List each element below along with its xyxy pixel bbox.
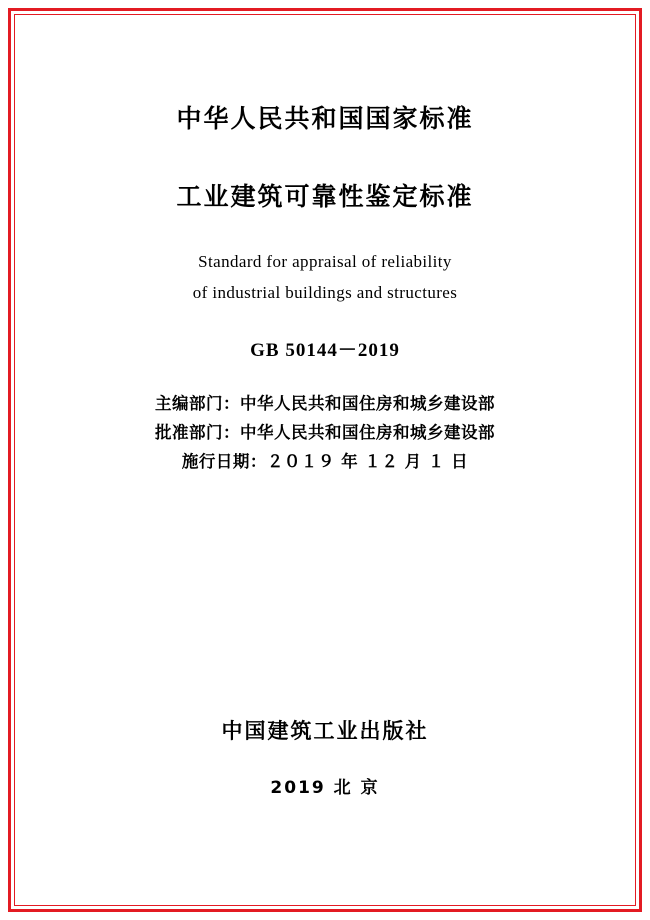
cover-content xyxy=(26,26,624,894)
issuer-info-block xyxy=(26,390,624,477)
english-title-line-1: Standard for appraisal of reliability xyxy=(198,252,452,271)
publisher-name: 中国建筑工业出版社 xyxy=(221,719,429,743)
national-standard-heading: 中华人民共和国国家标准 xyxy=(176,104,474,133)
cover-header-block xyxy=(26,26,624,477)
cover-spacer xyxy=(26,477,624,716)
standard-code: GB 50144－2019 xyxy=(250,339,400,361)
standard-title-chinese: 工业建筑可靠性鉴定标准 xyxy=(176,182,474,211)
approving-department: 批准部门：中华人民共和国住房和城乡建设部 xyxy=(155,422,495,442)
publication-year-city: 2019 北 京 xyxy=(270,778,380,798)
standard-title-english xyxy=(26,246,624,309)
chief-editing-department: 主编部门：中华人民共和国住房和城乡建设部 xyxy=(155,393,495,413)
cover-footer-block xyxy=(26,715,624,894)
english-title-line-2: of industrial buildings and structures xyxy=(192,283,458,303)
effective-date: 施行日期：２０１９ 年 １２ 月 １ 日 xyxy=(181,451,469,471)
